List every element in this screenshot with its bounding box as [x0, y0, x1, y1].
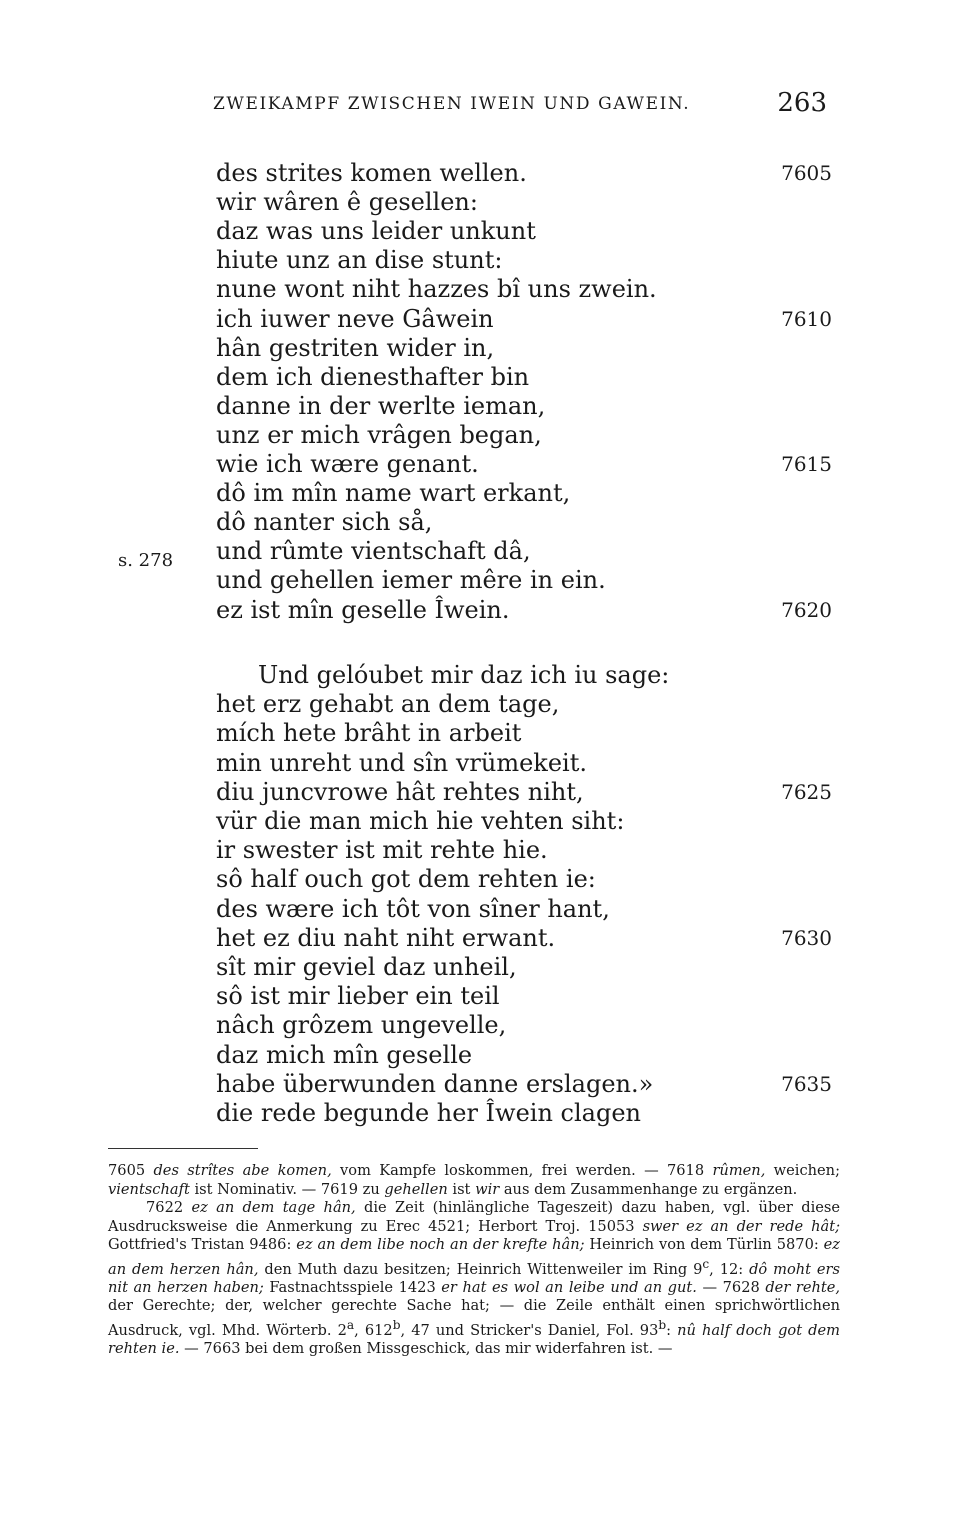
verse-line-number: 7630 [781, 925, 832, 950]
footnote-text: , 612 [354, 1321, 393, 1339]
verse-line-text: hân gestriten wider in, [216, 333, 495, 362]
verse-line-text: wir wâren ê gesellen: [216, 188, 478, 217]
verse-line-text: nune wont niht hazzes bî uns zwein. [216, 275, 657, 304]
footnote-superscript: b [392, 1317, 401, 1332]
verse-line-number: 7610 [781, 306, 832, 331]
footnote-text: ist Nominativ. — 7619 zu [189, 1180, 385, 1198]
verse-line-text: het ez diu naht niht erwant. [216, 923, 556, 952]
footnote-quote: ez an dem herzen hân, [108, 1236, 840, 1278]
footnote-text: — 7628 [696, 1278, 766, 1296]
verse-line-text: Und gelóubet mir daz ich iu sage: [258, 661, 670, 689]
page-header [213, 88, 827, 118]
footnote-quote: des strîtes abe komen, [153, 1162, 332, 1179]
verse-line-text: min unreht und sîn vrümekeit. [216, 748, 587, 777]
verse-line-text: mích hete brâht in arbeit [216, 719, 522, 748]
footnote-text: 7605 [108, 1162, 154, 1179]
verse-line-text: und gehellen iemer mêre in ein. [216, 566, 606, 595]
verse-line-text: die rede begunde her Îwein clagen [216, 1099, 641, 1127]
verse-line-text: ez ist mîn geselle Îwein. [216, 595, 510, 624]
footnote-text: Heinrich von dem Türlin 5870: [584, 1236, 824, 1253]
verse-line-text: daz was uns leider unkunt [216, 217, 536, 246]
verse-line-number: 7635 [781, 1071, 832, 1096]
footnote-quote: ez an dem tage hân, [191, 1199, 356, 1216]
footnote-quote: swer ez an der rede hât; [642, 1217, 840, 1235]
verse-line-text: het erz gehabt an dem tage, [216, 690, 560, 719]
footnote-superscript: c [702, 1256, 710, 1271]
footnote-text: ist [447, 1180, 476, 1198]
footnote-paragraph [108, 1162, 840, 1199]
verse-line-text: habe überwunden danne erslagen.» [216, 1069, 654, 1098]
footnote-text: vom Kampfe loskommen, frei werden. — 7618 [331, 1162, 713, 1179]
verse-line-text: dem ich dienesthafter bin [216, 362, 530, 391]
verse-line-text: vür die man mich hie vehten siht: [216, 807, 625, 835]
verse-line-text: ich iuwer neve Gâwein [216, 304, 494, 333]
footnote-text: den Muth dazu besitzen; Heinrich Wittenweiler im Ring 9 [258, 1260, 703, 1278]
footnote-text: 7622 [146, 1199, 192, 1216]
footnote-text: die Zeit (hinlängliche Tageszeit) dazu haben, vgl. über diese Ausdrucksweise die Anmerkung zu Erec 4521; Herbort Troj. 15053 [108, 1199, 840, 1235]
verse-line-number: 7615 [781, 452, 832, 476]
page-number: 263 [777, 88, 827, 118]
footnote-text: : [666, 1321, 678, 1339]
verse-line-text: ir swester ist mit rehte hie. [216, 836, 548, 865]
verse-line-text: dô im mîn name wart erkant, [216, 479, 571, 508]
verse-line-text: sô half ouch got dem rehten ie: [216, 865, 596, 894]
verse-line-text: danne in der werlte ieman, [216, 391, 546, 420]
footnote-text: , 12: [709, 1260, 750, 1278]
footnote-text: Gottfried's Tristan 9486: [108, 1236, 297, 1253]
running-title: ZWEIKAMPF ZWISCHEN IWEIN UND GAWEIN. [213, 94, 691, 114]
footnote-text: der Gerechte; der, welcher gerechte Sache hat; — die Zeile enthält einen sprichwörtlichen Ausdruck, vgl. Mhd. Wörterb. 2 [108, 1297, 840, 1339]
verse-line-number: 7605 [781, 161, 832, 185]
verse-line-text: dô nanter sich så, [216, 508, 433, 537]
footnote-text: , 47 und Stricker's Daniel, Fol. 93 [400, 1321, 659, 1339]
verse-line-text: diu juncvrowe hât rehtes niht, [216, 777, 584, 806]
verse-line-text: hiute unz an dise stunt: [216, 246, 503, 275]
footnote-superscript: b [658, 1317, 667, 1332]
verse-line-text: nâch grôzem ungevelle, [216, 1011, 507, 1040]
verse-line-text: daz mich mîn geselle [216, 1040, 473, 1069]
footnote-quote: er hat es wol an leibe und an gut. [441, 1278, 697, 1296]
footnote-quote: rûmen, [712, 1162, 766, 1179]
verse-line-text: unz er mich vrâgen began, [216, 420, 542, 449]
footnote-text: Fastnachtsspiele 1423 [263, 1278, 442, 1296]
verse-line-text: und rûmte vientschaft dâ, [216, 537, 531, 566]
footnote-divider [108, 1148, 258, 1149]
footnotes [108, 1162, 840, 1359]
verse-line-text: des wære ich tôt von sîner hant, [216, 894, 610, 923]
verse-line-text: des strites komen wellen. [216, 159, 527, 187]
verse-line-text: wie ich wære genant. [216, 450, 479, 478]
footnote-text: weichen; [765, 1162, 840, 1179]
footnote-quote: wir [475, 1180, 500, 1198]
verse-line-number: 7625 [781, 779, 832, 804]
footnote-quote: ez an dem libe noch an der krefte hân; [296, 1236, 585, 1253]
verse-line-text: sô ist mir lieber ein teil [216, 982, 500, 1011]
footnote-quote: vientschaft [108, 1180, 190, 1198]
footnote-superscript: a [346, 1317, 355, 1332]
footnote-text: — 7663 bei dem großen Missgeschick, das mir widerfahren ist. — [179, 1340, 673, 1358]
footnote-quote: der rehte, [765, 1278, 841, 1296]
margin-reference: s. 278 [118, 550, 174, 571]
verse-line-number: 7620 [781, 597, 832, 622]
footnote-quote: gehellen [384, 1180, 448, 1198]
footnote-quote: dô moht ers nit an herzen haben; [108, 1260, 840, 1296]
footnote-quote: nû half doch got dem rehten ie. [108, 1321, 840, 1358]
footnote-paragraph [108, 1199, 840, 1359]
footnote-text: aus dem Zusammenhange zu ergänzen. [499, 1180, 798, 1198]
verse-line-text: sît mir geviel daz unheil, [216, 953, 517, 981]
